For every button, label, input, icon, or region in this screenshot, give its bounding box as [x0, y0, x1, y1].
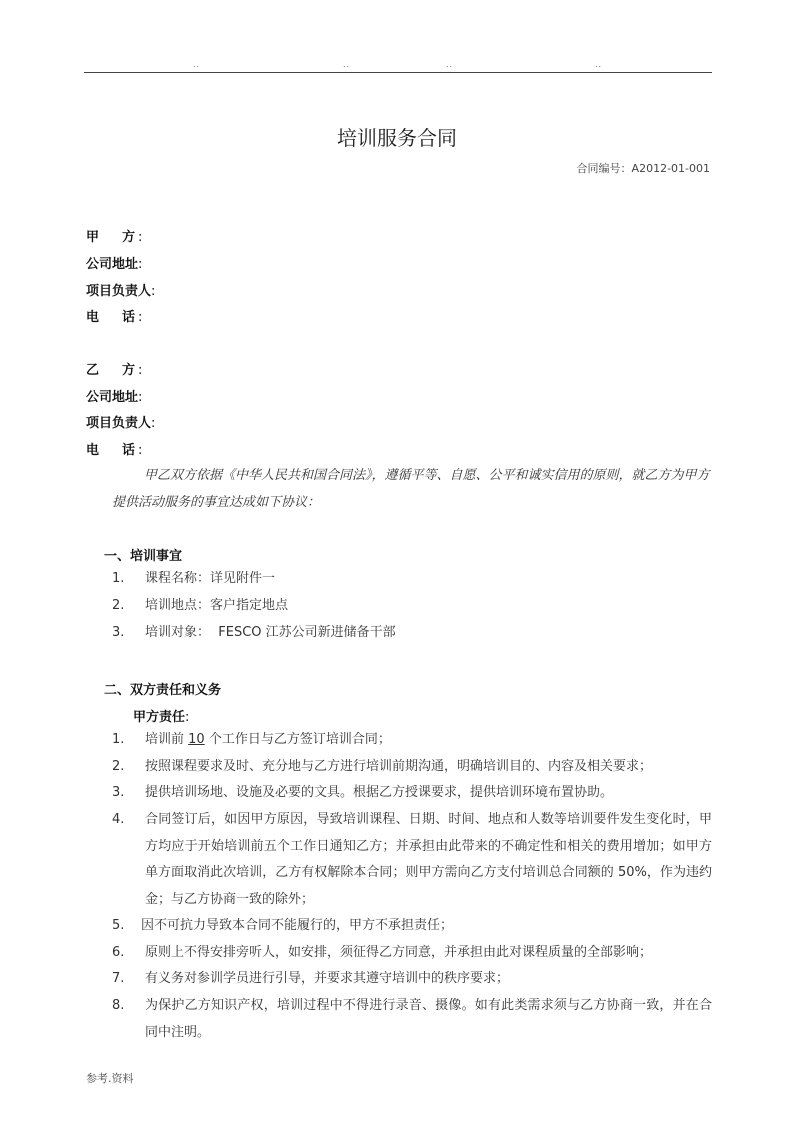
list-item	[112, 940, 652, 967]
item-number: 5.	[112, 918, 125, 933]
party-b-phone-field	[86, 439, 142, 458]
intro-paragraph: 甲乙双方依据《中华人民共和国合同法》，遵循平等、自愿、公平和诚实信用的原则，就乙方为甲方提供活动服务的事宜达成如下协议：	[112, 468, 710, 510]
section-2-heading: 二、双方责任和义务	[104, 683, 222, 698]
item-number: 6.	[112, 945, 125, 960]
header-dots: ..	[343, 60, 351, 69]
header-dots: ..	[446, 60, 454, 69]
item-text: 培训对象： FESCO 江苏公司新进储备干部	[145, 625, 396, 640]
list-item	[112, 620, 396, 647]
list-item	[112, 913, 453, 940]
colon: :	[138, 230, 143, 245]
label-char: 话	[121, 310, 135, 325]
item-number: 8.	[112, 998, 125, 1013]
label-char: 方	[121, 230, 135, 245]
colon: :	[138, 390, 143, 405]
item-text: 有义务对参训学员进行引导，并要求其遵守培训中的秩序要求；	[145, 971, 510, 986]
item-text: 合同签订后，如因甲方原因，导致培训课程、日期、时间、地点和人数等培训要件发生变化时，甲方均应于开始培训前五个工作日通知乙方；并承担由此带来的不确定性和相关的费用增加；如甲方单方面取消此次培训，乙方有权解除本合同；则甲方需向乙方支付培训总合同额的 50%，作为违约金；与乙方协商一致的除外；	[145, 812, 712, 907]
party-a-address-field	[86, 253, 142, 272]
page-header	[0, 60, 794, 70]
label: 公司地址	[86, 390, 139, 405]
item-text: 培训地点：客户指定地点	[145, 598, 289, 613]
colon: :	[185, 710, 190, 725]
item-text: 按照课程要求及时、充分地与乙方进行培训前期沟通，明确培训目的、内容及相关要求；	[145, 759, 653, 774]
item-number: 3.	[112, 625, 125, 640]
colon: :	[138, 310, 143, 325]
item-text-part: 培训前	[145, 732, 189, 747]
item-text	[145, 727, 391, 754]
party-a-name-field	[86, 226, 142, 245]
party-a-phone-field	[86, 306, 142, 325]
item-number: 7.	[112, 971, 125, 986]
label-char: 话	[121, 443, 135, 458]
party-b-name-field	[86, 359, 142, 378]
label-char: 电	[86, 443, 100, 458]
label-char: 方	[121, 363, 135, 378]
item-text: 提供培训场地、设施及必要的文具。根据乙方授课要求，提供培训环境布置协助。	[145, 785, 614, 800]
subheading-text: 甲方责任	[133, 710, 186, 725]
section-1-heading: 一、培训事宜	[104, 549, 183, 564]
header-rule	[84, 72, 712, 73]
list-item	[112, 966, 509, 993]
colon: :	[138, 257, 143, 272]
contract-number: 合同编号：A2012-01-001	[576, 162, 710, 175]
document-title: 培训服务合同	[337, 126, 457, 150]
party-b-manager-field	[86, 412, 155, 431]
list-item	[112, 993, 712, 1046]
item-number: 1.	[112, 732, 125, 747]
list-item	[112, 593, 288, 620]
item-text: 因不可抗力导致本合同不能履行的，甲方不承担责任；	[141, 918, 454, 933]
item-text: 课程名称：详见附件一	[145, 571, 276, 586]
header-dots: ..	[595, 60, 603, 69]
item-text: 原则上不得安排旁听人，如安排，须征得乙方同意，并承担由此对课程质量的全部影响；	[145, 945, 653, 960]
item-number: 3.	[112, 785, 125, 800]
item-number: 4.	[112, 812, 125, 827]
list-item	[112, 780, 613, 807]
list-item	[112, 807, 712, 913]
label: 项目负责人	[86, 416, 152, 431]
label-char: 乙	[86, 363, 100, 378]
page-footer: 参考.资料	[86, 1072, 134, 1085]
item-number: 2.	[112, 598, 125, 613]
colon: :	[138, 443, 143, 458]
item-number: 2.	[112, 759, 125, 774]
colon: :	[138, 363, 143, 378]
label-char: 电	[86, 310, 100, 325]
list-item	[112, 566, 275, 593]
colon: :	[151, 284, 156, 299]
item-text-part: 个工作日与乙方签订培训合同；	[204, 732, 391, 747]
underlined-value: 10	[188, 732, 205, 747]
party-a-duties-heading	[133, 706, 189, 725]
item-number: 1.	[112, 571, 125, 586]
party-b-address-field	[86, 386, 142, 405]
label: 项目负责人	[86, 284, 152, 299]
party-a-manager-field	[86, 280, 155, 299]
list-item	[112, 727, 391, 754]
item-text: 为保护乙方知识产权，培训过程中不得进行录音、摄像。如有此类需求须与乙方协商一致，并在合同中注明。	[145, 998, 712, 1040]
colon: :	[151, 416, 156, 431]
header-dots: ..	[193, 60, 201, 69]
label: 公司地址	[86, 257, 139, 272]
list-item	[112, 754, 652, 781]
label-char: 甲	[86, 230, 100, 245]
